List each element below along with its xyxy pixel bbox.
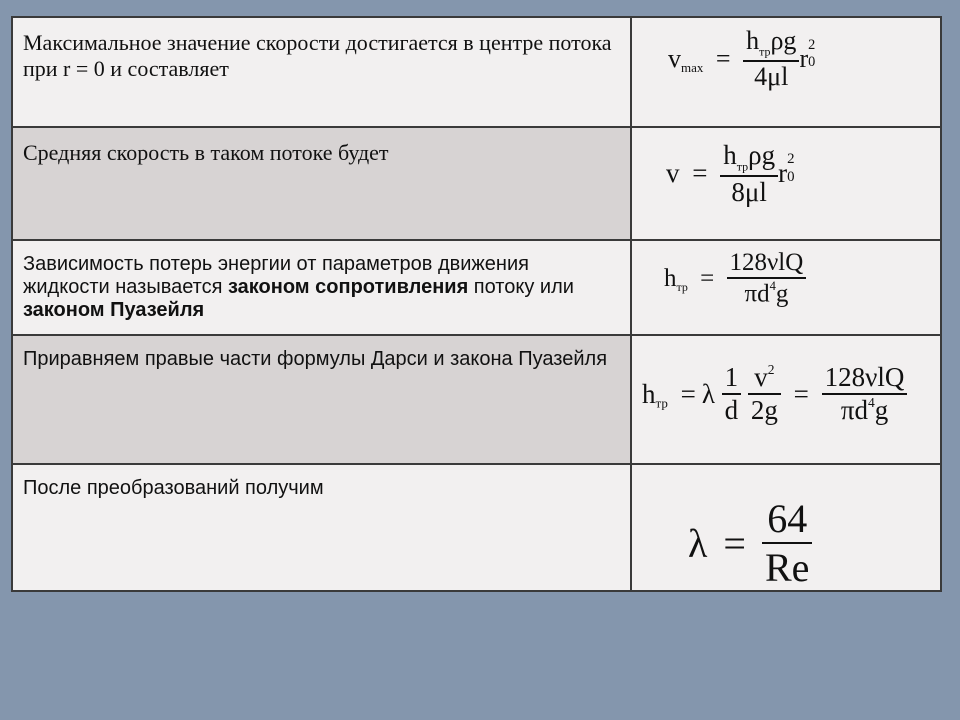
poiseuille-formula: $h_{тр}$ = $\frac{\text{128νlQ}}{\pi d^4g}$ — [664, 249, 806, 308]
row4-text: Приравняем правые части формулы Дарси и закона Пуазейля — [13, 336, 632, 465]
mean-velocity-formula: v = $\frac{h_{тр}\rho g}{8\mu l}$ r 2 0 — [666, 140, 795, 207]
row2-formula-cell — [632, 128, 940, 241]
row3-formula-cell — [632, 241, 940, 336]
row4-formula-cell — [632, 336, 940, 465]
row2-text: Средняя скорость в таком потоке будет — [13, 128, 632, 241]
lambda-formula: λ = $\frac{64}{Re}$ — [688, 495, 812, 591]
row3-text: Зависимость потерь энергии от параметров движения жидкости называется законом сопротивления потоку или законом Пуазейля — [13, 241, 632, 336]
max-velocity-formula: $v_{max}$ = $\frac{h_{тр}\rho g}{4\mu l}$ r 2 0 — [668, 26, 816, 91]
content-table — [11, 16, 942, 592]
row1-formula-cell — [632, 18, 940, 128]
row5-formula-cell — [632, 465, 940, 590]
darcy-poiseuille-formula: $h_{тр} = \lambda$ $\frac{1}{d}$ $\frac{v^2}{2g}$ = $\frac{\text{128νlQ}}{\pi d^4g}$ — [642, 362, 907, 426]
row5-text: После преобразований получим — [13, 465, 632, 590]
row1-text: Максимальное значение скорости достигается в центре потока при r = 0 и составляет — [13, 18, 632, 128]
